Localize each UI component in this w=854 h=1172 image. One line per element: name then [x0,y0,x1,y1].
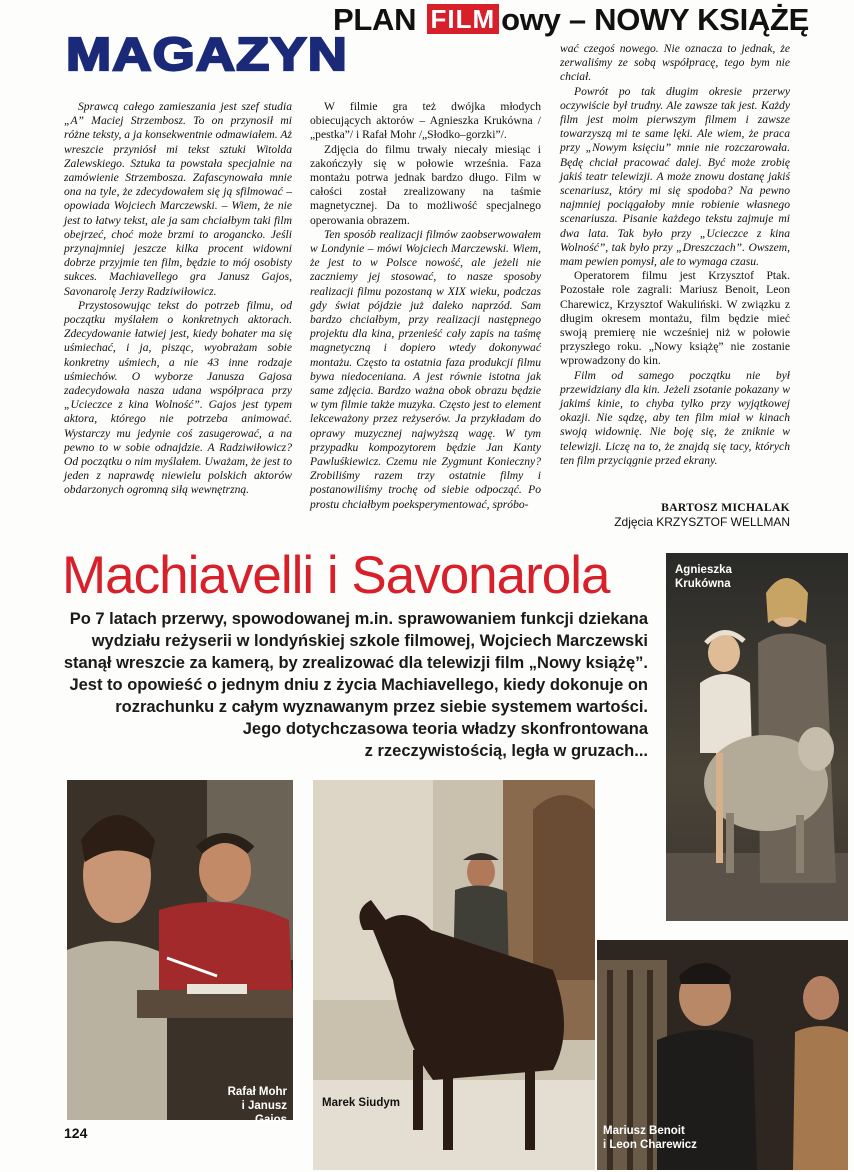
article-lead [62,608,648,762]
paragraph: Zdjęcia do filmu trwały niecały miesiąc i zakończyły się w połowie września. Faza montażu potrwa jednak bardzo długo. Film w całości został zrealizowany na taśmie magnetycznej. Da to możliwość specjalnego operowania obrazem. [310,142,541,227]
article-column-3 [560,42,790,468]
lead-line: z rzeczywistością, legła w gruzach... [364,742,648,760]
photo-girl-with-sheep [666,553,848,921]
page-number: 124 [64,1125,88,1141]
paragraph: Powrót po tak długim okresie przerwy oczywiście był trudny. Ale zawsze tak jest. Każdy film jest moim pierwszym filmem i zawsze towarzyszą mi te same lęki. Ale wiem, że praca przy „Nowym księciu” mnie nie rozczarowała. Będę chciał pracować dalej. Być może zrobię jakiś teatr telewizji. A może znowu dostanę jakiś scenariusz, który mi się spodoba? Na pewno najmniej pociągałoby mnie robienie własnego scenariusza. Pisanie każdego tekstu zajmuje mi dwa lata. Tak było przy „Ucieczce z kina Wolność”, tak było przy „Dreszczach”. Owszem, mam pewien pomysł, ale to wymaga czasu. [560,84,790,269]
lead-line: stanął wreszcie za kamerą, by zrealizować dla telewizji film „Nowy książę”. [63,654,648,672]
section-title-post: owy – NOWY KSIĄŻĘ [501,2,809,37]
caption-krukowna [675,563,732,591]
byline-author: BARTOSZ MICHALAK [661,501,790,514]
lead-line: Po 7 latach przerwy, spowodowanej m.in. sprawowaniem funkcji dziekana [69,610,648,628]
photo-siudym-on-horse [313,780,595,1170]
lead-line: Jest to opowieść o jednym dniu z życia Machiavellego, kiedy dokonuje on [69,676,648,694]
caption-line: Agnieszka [675,564,732,576]
paragraph: Przystosowując tekst do potrzeb filmu, od początku myślałem o konkretnych aktorach. Zdecydowanie łatwiej jest, kiedy bohater ma się uśmiechać, i ja, pisząc, wyobrażam sobie konkretny uśmiech, a nie 43 inne rodzaje uśmiechów. O wyborze Janusza Gajosa zadecydowała nasza udana współpraca przy „Ucieczce z kina Wolność”. Gajos jest typem aktora, którego nie potrzeba animować. Wystarczy mu jedynie coś zasugerować, a na pewno to w sobie odnajdzie. A Radziwiłowicz? Od początku o nim myślałem. Uważam, że jest to jeden z naprawdę niewielu polskich aktorów obdarzonych ogromną siłą wewnętrzną. [64,298,292,497]
lead-line: rozrachunku z całym wyznawanym przez siebie systemem wartości. [115,698,648,716]
paragraph: W filmie gra też dwójka młodych obiecujących aktorów – Agnieszka Krukówna /„pestka”/ i Rafał Mohr /„Słodko–gorzki”/. [310,100,541,142]
caption-benoit-charewicz [603,1124,697,1152]
section-title [333,0,809,40]
photo-mohr-gajos [67,780,293,1120]
lead-line: Jego dotychczasowa teoria władzy skonfrontowana [242,720,648,738]
caption-line: Krukówna [675,578,731,590]
paragraph: Operatorem filmu jest Krzysztof Ptak. Pozostałe role zagrali: Mariusz Benoit, Leon Charewicz, Krzysztof Wakuliński. W związku z długim okresem montażu, film będzie mieć swoją premierę nie wcześniej niż w połowie przyszłego roku. „Nowy książę” nie zostanie wprowadzony do kin. [560,269,790,368]
paragraph: Film od samego początku nie był przewidziany dla kin. Jeżeli zsotanie pokazany w jakimś kinie, to chyba tylko przy wyjątkowej okazji. Nie sądzę, aby ten film miał w kinach swoją widownię. Nie boję się, że zniknie w telewizji. Liczę na to, że znajdą się tacy, których ten film przyciągnie przed ekrany. [560,368,790,467]
caption-line: Rafał Mohr [227,1086,287,1098]
paragraph: Ten sposób realizacji filmów zaobserwowałem w Londynie – mówi Wojciech Marczewski. Wiem, że jest to w Polsce nowość, ale jeżeli nie zaczniemy jej stosować, to nasze sposoby realizacji filmu pozostaną w XIX wieku, podczas gdy świat pójdzie już daleko naprzód. Sam bardzo chciałbym, przy realizacji następnego projektu dla kina, przenieść cały zapis na taśmę magnetyczną i dopiero wtedy dokonywać montażu. Często ta ostatnia faza produkcji filmu bywa niedoceniana. A jest równie istotna jak same zdjęcia. Bardzo ważna obok obrazu będzie w tym filmie także muzyka. Często jest to element lekceważony przez reżyserów. Ja przykładam do oprawy muzycznej najwyższą wagę. W tym przypadku kompozytorem będzie Jan Kanty Pawluśkiewicz. Czemu nie Zygmunt Konieczny? Zrobiliśmy razem trzy ostatnie filmy i postanowiliśmy trochę od siebie odpocząć. Po prostu chciałbym poeksperymentować, spróbo- [310,227,541,511]
byline [560,501,790,529]
masthead-logo [64,28,350,76]
article-column-2 [310,100,541,512]
article-column-1 [64,100,292,498]
caption-mohr-gajos [207,1085,287,1127]
byline-photos: Zdjęcia KRZYSZTOF WELLMAN [614,515,790,529]
paragraph: Sprawcą całego zamieszania jest szef studia „A” Maciej Strzembosz. To on przynosił mi różne teksty, a ja konsekwentnie odmawiałem. Aż wreszcie przyniósł mi tekst sztuki Witolda Zalewskiego. Sztuka ta powstała specjalnie na zamówienie Strzembosza. Zafascynowała mnie ona na tyle, że zdecydowałem się ją sfilmować – opowiada Wojciech Marczewski. – Wiem, że nie jest to łatwy tekst, ale ja sam chciałbym taki film obejrzeć, choć może brzmi to arogancko. Jeśli przynajmniej jeszcze kilka procent widowni dobrze przyjmie ten film, będzie to mój osobisty sukces. Machiavellego gra Janusz Gajos, Savonarolę Jerzy Radziwiłowicz. [64,100,292,298]
caption-line: i Leon Charewicz [603,1139,697,1151]
caption-line: Marek Siudym [322,1097,400,1109]
caption-line: Mariusz Benoit [603,1125,685,1137]
masthead-text: MAGAZYN [66,28,348,76]
caption-line: i Janusz Gajos [241,1100,287,1126]
article-headline: Machiavelli i Savonarola [62,546,610,605]
section-title-pre: PLAN [333,2,425,37]
caption-siudym [322,1096,400,1110]
paragraph: wać czegoś nowego. Nie oznacza to jednak, że zerwaliśmy ze sobą współpracę, tego bym nie chciał. [560,42,790,84]
section-title-film-box: FILM [427,4,500,34]
lead-line: wydziału reżyserii w londyńskiej szkole filmowej, Wojciech Marczewski [91,632,648,650]
